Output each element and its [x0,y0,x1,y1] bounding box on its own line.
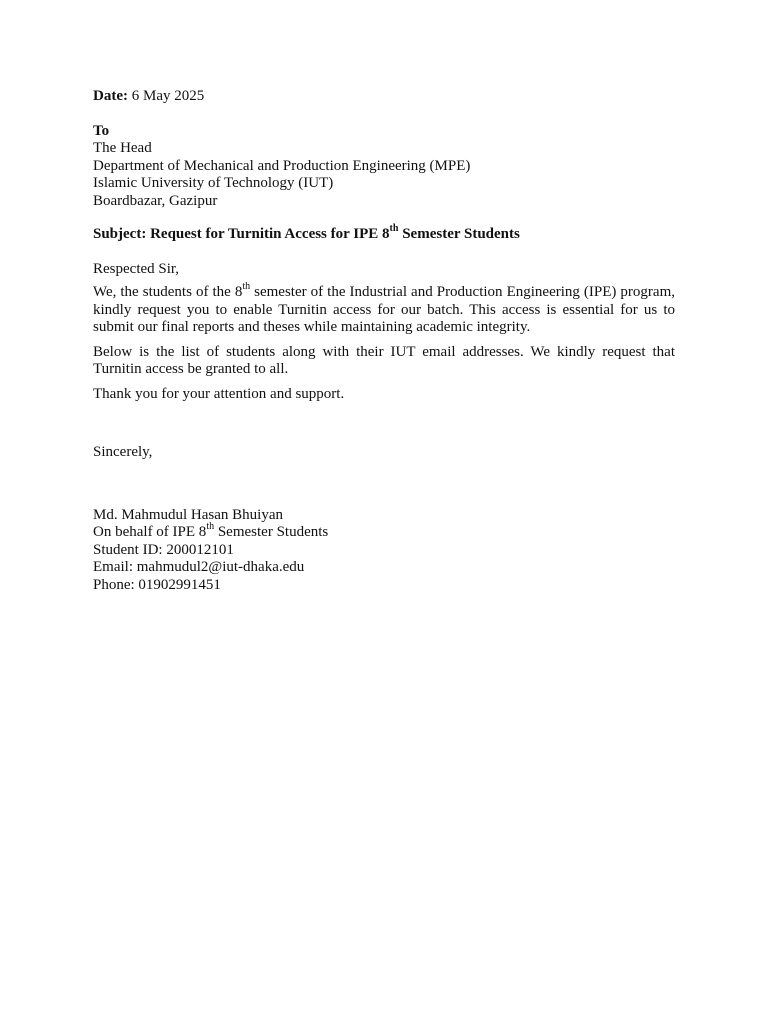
paragraph-request-rest: semester of the Industrial and Production Engineering (IPE) program, kindly request you to enable Turnitin access for our batch. This access is essential for us to submit our final reports and theses while maintaining academic integrity. [93,284,675,335]
signatory-name: Md. Mahmudul Hasan Bhuiyan [93,506,283,523]
recipient-address: Boardbazar, Gazipur [93,192,218,209]
to-label: To [93,122,110,139]
letter-page [93,88,675,594]
signature-block [93,507,675,595]
signatory-role [93,521,675,542]
paragraph-request [93,281,675,337]
recipient-title: The Head [93,140,152,156]
subject-line [93,223,675,244]
closing: Sincerely, [93,444,153,460]
email-address: Email: mahmudul2@iut-dhaka.edu [93,559,305,575]
paragraph-thanks: Thank you for your attention and support. [93,385,345,402]
phone-number: Phone: 01902991451 [93,576,221,593]
subject-text: Request for Turnitin Access for IPE 8 [150,226,390,242]
paragraph-request-start: We, the students of the 8 [93,284,243,300]
subject-text-end: Semester Students [398,226,520,242]
date-value: 6 May 2025 [131,88,205,104]
recipient-department: Department of Mechanical and Production Engineering (MPE) [93,157,471,174]
recipient-block [93,123,675,211]
salutation: Respected Sir, [93,260,180,277]
signatory-role-end: Semester Students [214,524,329,540]
signatory-role-superscript: th [206,521,215,532]
subject-label: Subject: [93,226,147,242]
date-label: Date: [93,88,128,104]
recipient-university: Islamic University of Technology (IUT) [93,175,334,191]
paragraph-request-superscript: th [242,281,251,292]
signatory-role-start: On behalf of IPE 8 [93,524,207,540]
paragraph-student-list: Below is the list of students along with their IUT email addresses. We kindly request that Turnitin access be granted to all. [93,343,675,377]
student-id: Student ID: 200012101 [93,541,234,558]
subject-superscript: th [389,223,399,234]
date-line [93,88,675,106]
